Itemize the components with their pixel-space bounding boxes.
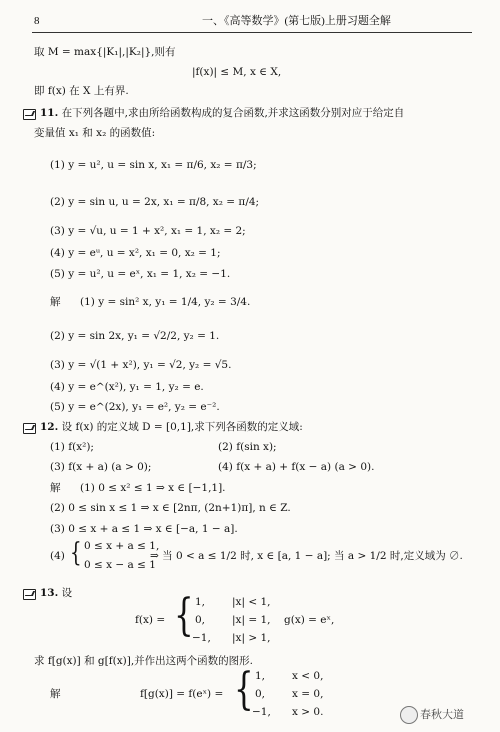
case-value: −1, [192, 632, 211, 644]
problem-12-item: (4) f(x + a) + f(x − a) (a > 0). [218, 461, 375, 473]
case-condition: x = 0, [292, 688, 324, 700]
case-value: −1, [252, 706, 271, 718]
solution-11-answer: (1) y = sin² x, y₁ = 1/4, y₂ = 3/4. [80, 296, 251, 308]
problem-11-text-cont: 变量值 x₁ 和 x₂ 的函数值: [34, 127, 156, 139]
left-brace: { [234, 664, 254, 715]
composite-lhs: f[g(x)] = f(eˣ) = [140, 688, 224, 700]
g-definition: g(x) = eˣ, [284, 614, 335, 626]
f-definition-lhs: f(x) = [135, 614, 166, 626]
continuation-line: 取 M = max{|K₁|,|K₂|},则有 [34, 46, 176, 58]
system-line: 0 ≤ x + a ≤ 1, [84, 540, 160, 552]
problem-11-item: (3) y = √u, u = 1 + x², x₁ = 1, x₂ = 2; [50, 225, 246, 237]
case-condition: |x| < 1, [232, 596, 271, 608]
problem-11-item: (4) y = eᵘ, u = x², x₁ = 0, x₂ = 1; [50, 247, 221, 259]
page-number: 8 [34, 15, 40, 27]
solution-12-answer-4-result: ⇒ 当 0 < a ≤ 1/2 时, x ∈ [a, 1 − a]; 当 a > 1/2 时,定义域为 ∅. [150, 550, 463, 562]
watermark-logo-icon [400, 706, 418, 724]
watermark-text: 春秋大道 [420, 708, 464, 721]
solution-12-answer: (2) 0 ≤ sin x ≤ 1 ⇒ x ∈ [2nπ, (2n+1)π], n ∈ Z. [50, 502, 291, 514]
problem-12-text: 设 f(x) 的定义域 D = [0,1],求下列各函数的定义域: [61, 421, 303, 433]
problem-11-item: (2) y = sin u, u = 2x, x₁ = π/8, x₂ = π/4; [50, 196, 260, 208]
problem-12-statement [40, 422, 303, 433]
problem-11-statement [40, 108, 404, 119]
problem-11-item: (5) y = u², u = eˣ, x₁ = 1, x₂ = −1. [50, 268, 231, 280]
solution-11-answer: (3) y = √(1 + x²), y₁ = √2, y₂ = √5. [50, 359, 232, 371]
case-condition: x > 0. [292, 706, 324, 718]
case-value: 0, [255, 688, 266, 700]
solution-11-answer: (4) y = e^(x²), y₁ = 1, y₂ = e. [50, 381, 204, 393]
problem-11-number: 11. [40, 107, 59, 119]
bound-formula: |f(x)| ≤ M, x ∈ X, [192, 66, 282, 78]
left-brace: { [174, 590, 194, 641]
problem-12-number: 12. [40, 421, 59, 433]
problem-12-item: (2) f(sin x); [218, 441, 277, 453]
problem-13-statement [40, 588, 72, 599]
solution-12-label: 解 [50, 482, 61, 494]
case-value: 0, [195, 614, 206, 626]
case-condition: x < 0, [292, 670, 324, 682]
problem-13-question: 求 f[g(x)] 和 g[f(x)],并作出这两个函数的图形. [34, 655, 254, 667]
solution-12-answer-4-label: (4) [50, 550, 65, 562]
solution-11-label: 解 [50, 296, 61, 308]
left-brace: { [70, 538, 82, 568]
case-condition: |x| = 1, [232, 614, 271, 626]
conclusion-line: 即 f(x) 在 X 上有界. [34, 85, 129, 97]
exercise-icon [23, 423, 36, 434]
solution-13-label: 解 [50, 688, 61, 700]
solution-12-answer: (1) 0 ≤ x² ≤ 1 ⇒ x ∈ [−1,1]. [80, 482, 226, 494]
problem-12-item: (1) f(x²); [50, 441, 94, 453]
problem-11-item: (1) y = u², u = sin x, x₁ = π/6, x₂ = π/3; [50, 159, 257, 171]
exercise-icon [23, 109, 36, 120]
problem-13-text: 设 [61, 587, 73, 599]
problem-13-number: 13. [40, 587, 59, 599]
header-rule [32, 32, 472, 33]
problem-12-item: (3) f(x + a) (a > 0); [50, 461, 152, 473]
system-line: 0 ≤ x − a ≤ 1 [84, 559, 156, 571]
solution-12-answer: (3) 0 ≤ x + a ≤ 1 ⇒ x ∈ [−a, 1 − a]. [50, 523, 238, 535]
solution-11-answer: (2) y = sin 2x, y₁ = √2/2, y₂ = 1. [50, 330, 220, 342]
case-value: 1, [255, 670, 266, 682]
solution-11-answer: (5) y = e^(2x), y₁ = e², y₂ = e⁻². [50, 401, 220, 413]
case-condition: |x| > 1, [232, 632, 271, 644]
running-title: 一、《高等数学》(第七版)上册习题全解 [202, 15, 391, 27]
case-value: 1, [195, 596, 206, 608]
exercise-icon [23, 589, 36, 600]
problem-11-text: 在下列各题中,求由所给函数构成的复合函数,并求这函数分别对应于给定自 [61, 107, 405, 119]
